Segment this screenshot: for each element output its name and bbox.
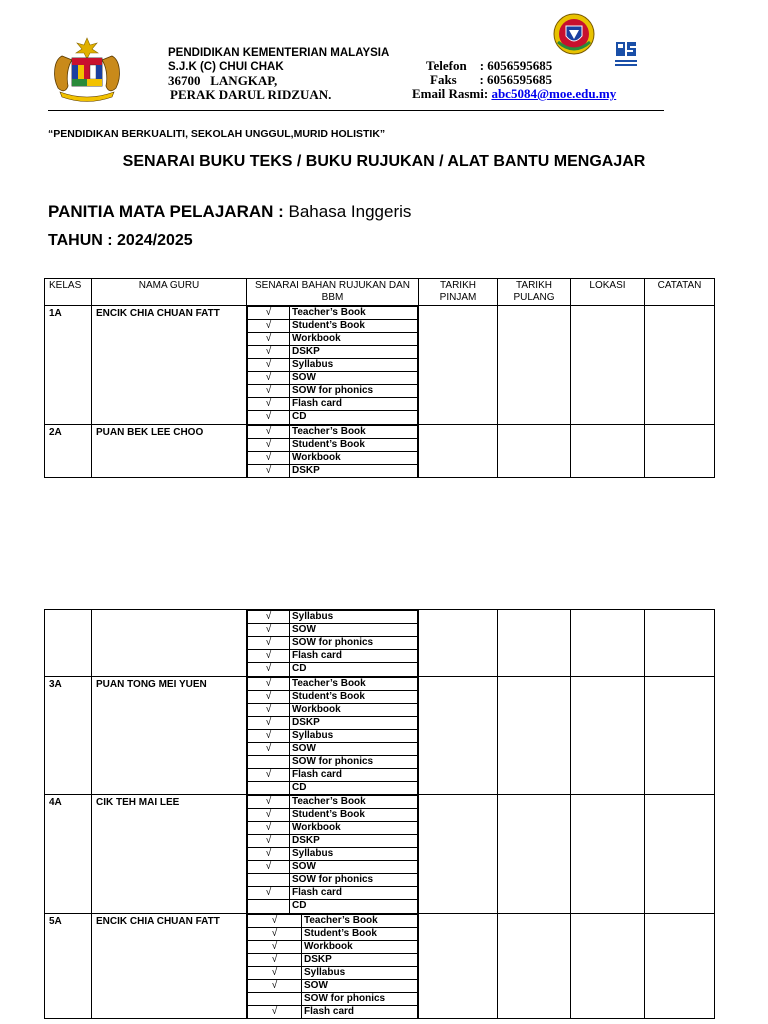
item-list — [247, 914, 418, 1019]
item-name: SOW for phonics — [290, 385, 418, 398]
panitia-line — [48, 202, 411, 222]
list-item — [248, 966, 418, 979]
lokasi-cell — [571, 610, 645, 677]
item-name: DSKP — [302, 953, 418, 966]
nama-guru-cell: ENCIK CHIA CHUAN FATT — [92, 306, 247, 425]
list-item — [248, 1005, 418, 1018]
lokasi-cell — [571, 913, 645, 1019]
kelas-cell: 4A — [45, 795, 92, 914]
nama-guru-cell: PUAN TONG MEI YUEN — [92, 676, 247, 795]
list-item — [248, 398, 418, 411]
lokasi-cell — [571, 306, 645, 425]
list-item — [248, 914, 418, 927]
item-name: Student’s Book — [290, 690, 418, 703]
item-name: Flash card — [302, 1005, 418, 1018]
item-name: SOW for phonics — [290, 637, 418, 650]
item-name: CD — [290, 411, 418, 424]
catatan-cell — [645, 676, 715, 795]
ministry-name: PENDIDIKAN KEMENTERIAN MALAYSIA — [168, 47, 390, 59]
col-catatan: CATATAN — [645, 279, 715, 306]
list-item — [248, 768, 418, 781]
item-name: DSKP — [290, 835, 418, 848]
table-row — [45, 676, 715, 795]
list-item — [248, 624, 418, 637]
table-row — [45, 424, 715, 478]
list-item — [248, 781, 418, 794]
list-item — [248, 451, 418, 464]
kelas-cell: 5A — [45, 913, 92, 1019]
checkmark — [248, 755, 290, 768]
list-item — [248, 438, 418, 451]
checkmark: √ — [248, 927, 302, 940]
checkmark: √ — [248, 690, 290, 703]
item-name: Workbook — [290, 703, 418, 716]
tarikh-pinjam-cell — [419, 676, 498, 795]
bahan-cell — [247, 795, 419, 914]
reference-table-part2 — [44, 609, 715, 1019]
panitia-value: Bahasa Inggeris — [288, 202, 412, 221]
item-name: Teacher’s Book — [290, 796, 418, 809]
checkmark: √ — [248, 1005, 302, 1018]
list-item — [248, 307, 418, 320]
checkmark: √ — [248, 411, 290, 424]
postcode-town: 36700 LANGKAP, — [168, 73, 278, 88]
item-name: SOW — [302, 979, 418, 992]
table-row — [45, 913, 715, 1019]
list-item — [248, 874, 418, 887]
document-title: SENARAI BUKU TEKS / BUKU RUJUKAN / ALAT BANTU MENGAJAR — [122, 153, 646, 170]
checkmark: √ — [248, 914, 302, 927]
checkmark: √ — [248, 835, 290, 848]
item-name: Workbook — [290, 822, 418, 835]
checkmark: √ — [248, 887, 290, 900]
telefon: Telefon : 6056595685 — [426, 58, 553, 73]
tarikh-pinjam-cell — [419, 424, 498, 478]
checkmark: √ — [248, 307, 290, 320]
list-item — [248, 822, 418, 835]
ppd-logo — [612, 38, 640, 70]
catatan-cell — [645, 306, 715, 425]
email-label: Email Rasmi: — [412, 86, 492, 101]
checkmark: √ — [248, 940, 302, 953]
catatan-cell — [645, 795, 715, 914]
item-name: DSKP — [290, 464, 418, 477]
checkmark: √ — [248, 953, 302, 966]
item-name: Syllabus — [290, 729, 418, 742]
kelas-cell: 2A — [45, 424, 92, 478]
checkmark: √ — [248, 398, 290, 411]
checkmark: √ — [248, 611, 290, 624]
bahan-cell — [247, 424, 419, 478]
bahan-cell — [247, 306, 419, 425]
contact-info — [412, 59, 616, 101]
catatan-cell — [645, 610, 715, 677]
bahan-cell — [247, 913, 419, 1019]
list-item — [248, 927, 418, 940]
list-item — [248, 359, 418, 372]
lokasi-cell — [571, 676, 645, 795]
item-name: Student’s Book — [290, 438, 418, 451]
item-list — [247, 795, 418, 913]
tarikh-pulang-cell — [498, 795, 571, 914]
checkmark: √ — [248, 359, 290, 372]
checkmark: √ — [248, 742, 290, 755]
item-name: Syllabus — [290, 848, 418, 861]
tarikh-pinjam-cell — [419, 610, 498, 677]
item-name: Workbook — [302, 940, 418, 953]
item-name: SOW for phonics — [290, 755, 418, 768]
item-name: DSKP — [290, 716, 418, 729]
checkmark: √ — [248, 979, 302, 992]
bahan-cell — [247, 676, 419, 795]
tarikh-pulang-cell — [498, 424, 571, 478]
item-name: Student’s Book — [290, 320, 418, 333]
list-item — [248, 940, 418, 953]
tarikh-pinjam-cell — [419, 913, 498, 1019]
checkmark — [248, 992, 302, 1005]
checkmark: √ — [248, 333, 290, 346]
checkmark: √ — [248, 451, 290, 464]
item-name: SOW for phonics — [290, 874, 418, 887]
checkmark: √ — [248, 861, 290, 874]
list-item — [248, 663, 418, 676]
school-name: S.J.K (C) CHUI CHAK — [168, 61, 284, 73]
list-item — [248, 650, 418, 663]
item-name: Teacher’s Book — [302, 914, 418, 927]
checkmark: √ — [248, 796, 290, 809]
col-kelas: KELAS — [45, 279, 92, 306]
tarikh-pinjam-cell — [419, 306, 498, 425]
tarikh-pulang-cell — [498, 676, 571, 795]
checkmark: √ — [248, 966, 302, 979]
list-item — [248, 848, 418, 861]
item-name: Teacher’s Book — [290, 677, 418, 690]
list-item — [248, 953, 418, 966]
table-row — [45, 610, 715, 677]
checkmark: √ — [248, 703, 290, 716]
col-lokasi: LOKASI — [571, 279, 645, 306]
list-item — [248, 992, 418, 1005]
checkmark — [248, 874, 290, 887]
checkmark: √ — [248, 346, 290, 359]
tarikh-pulang-cell — [498, 913, 571, 1019]
item-name: Flash card — [290, 887, 418, 900]
reference-table-part1 — [44, 278, 715, 478]
malaysia-coat-of-arms-logo — [48, 36, 126, 102]
list-item — [248, 796, 418, 809]
checkmark: √ — [248, 650, 290, 663]
list-item — [248, 385, 418, 398]
catatan-cell — [645, 424, 715, 478]
nama-guru-cell: ENCIK CHIA CHUAN FATT — [92, 913, 247, 1019]
item-list — [247, 677, 418, 795]
tarikh-pulang-cell — [498, 306, 571, 425]
list-item — [248, 887, 418, 900]
checkmark: √ — [248, 320, 290, 333]
checkmark: √ — [248, 624, 290, 637]
list-item — [248, 755, 418, 768]
state: PERAK DARUL RIDZUAN. — [170, 87, 332, 102]
checkmark: √ — [248, 809, 290, 822]
list-item — [248, 637, 418, 650]
col-nama-guru: NAMA GURU — [92, 279, 247, 306]
list-item — [248, 411, 418, 424]
item-list — [247, 306, 418, 424]
list-item — [248, 861, 418, 874]
item-name: SOW — [290, 372, 418, 385]
col-tarikh-pinjam: TARIKH PINJAM — [419, 279, 498, 306]
school-address — [168, 46, 389, 102]
tahun: TAHUN : 2024/2025 — [48, 232, 193, 249]
item-list — [247, 610, 418, 676]
tarikh-pinjam-cell — [419, 795, 498, 914]
item-name: Student’s Book — [302, 927, 418, 940]
item-name: Syllabus — [302, 966, 418, 979]
item-name: SOW — [290, 624, 418, 637]
item-name: Flash card — [290, 398, 418, 411]
kelas-cell: 1A — [45, 306, 92, 425]
item-name: SOW for phonics — [302, 992, 418, 1005]
checkmark: √ — [248, 637, 290, 650]
list-item — [248, 900, 418, 913]
checkmark: √ — [248, 716, 290, 729]
list-item — [248, 690, 418, 703]
item-name: CD — [290, 781, 418, 794]
item-name: SOW — [290, 861, 418, 874]
kelas-cell: 3A — [45, 676, 92, 795]
list-item — [248, 425, 418, 438]
col-tarikh-pulang: TARIKH PULANG — [498, 279, 571, 306]
list-item — [248, 611, 418, 624]
school-motto: “PENDIDIKAN BERKUALITI, SEKOLAH UNGGUL,MURID HOLISTIK” — [48, 128, 386, 140]
checkmark — [248, 900, 290, 913]
list-item — [248, 372, 418, 385]
faks: Faks : 6056595685 — [430, 72, 553, 87]
list-item — [248, 729, 418, 742]
item-name: Workbook — [290, 451, 418, 464]
nama-guru-cell: CIK TEH MAI LEE — [92, 795, 247, 914]
item-name: Student’s Book — [290, 809, 418, 822]
panitia-label: PANITIA MATA PELAJARAN : — [48, 202, 289, 221]
lokasi-cell — [571, 424, 645, 478]
list-item — [248, 346, 418, 359]
item-name: Teacher’s Book — [290, 307, 418, 320]
item-name: Flash card — [290, 650, 418, 663]
email-link[interactable]: abc5084@moe.edu.my — [491, 86, 617, 101]
kelas-cell — [45, 610, 92, 677]
list-item — [248, 742, 418, 755]
list-item — [248, 716, 418, 729]
item-name: Flash card — [290, 768, 418, 781]
list-item — [248, 979, 418, 992]
item-name: DSKP — [290, 346, 418, 359]
checkmark — [248, 781, 290, 794]
table-row — [45, 306, 715, 425]
checkmark: √ — [248, 663, 290, 676]
item-name: Syllabus — [290, 359, 418, 372]
checkmark: √ — [248, 677, 290, 690]
bahan-cell — [247, 610, 419, 677]
nama-guru-cell — [92, 610, 247, 677]
checkmark: √ — [248, 425, 290, 438]
lokasi-cell — [571, 795, 645, 914]
checkmark: √ — [248, 464, 290, 477]
tarikh-pulang-cell — [498, 610, 571, 677]
catatan-cell — [645, 913, 715, 1019]
table-header-row — [45, 279, 715, 306]
item-name: Syllabus — [290, 611, 418, 624]
checkmark: √ — [248, 729, 290, 742]
checkmark: √ — [248, 385, 290, 398]
checkmark: √ — [248, 768, 290, 781]
item-name: SOW — [290, 742, 418, 755]
checkmark: √ — [248, 848, 290, 861]
email-row — [412, 87, 616, 101]
nama-guru-cell: PUAN BEK LEE CHOO — [92, 424, 247, 478]
item-name: CD — [290, 663, 418, 676]
table-row — [45, 795, 715, 914]
list-item — [248, 464, 418, 477]
list-item — [248, 809, 418, 822]
list-item — [248, 677, 418, 690]
checkmark: √ — [248, 372, 290, 385]
list-item — [248, 703, 418, 716]
item-list — [247, 425, 418, 478]
header-divider — [48, 110, 664, 111]
item-name: Teacher’s Book — [290, 425, 418, 438]
list-item — [248, 835, 418, 848]
item-name: Workbook — [290, 333, 418, 346]
checkmark: √ — [248, 438, 290, 451]
item-name: CD — [290, 900, 418, 913]
list-item — [248, 333, 418, 346]
col-senarai-bahan: SENARAI BAHAN RUJUKAN DAN BBM — [247, 279, 419, 306]
checkmark: √ — [248, 822, 290, 835]
school-badge-logo — [552, 12, 596, 56]
list-item — [248, 320, 418, 333]
